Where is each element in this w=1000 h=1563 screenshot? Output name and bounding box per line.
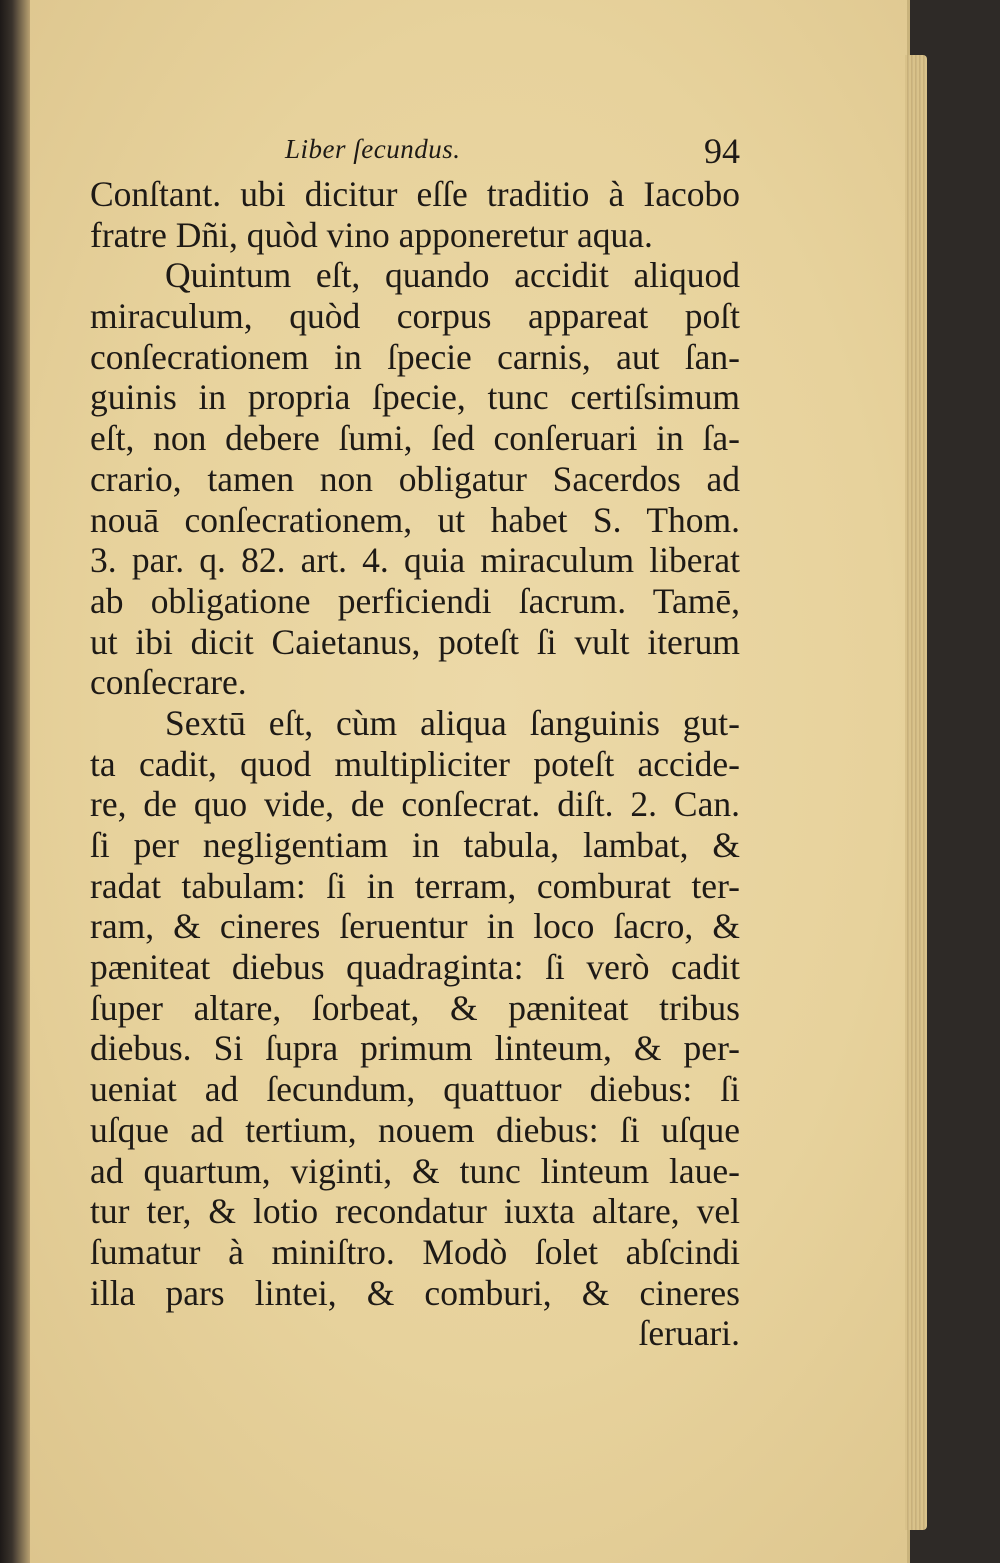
- text-line: ta cadit, quod multipliciter poteſt accide-: [90, 743, 740, 784]
- text-line: ſumatur à miniſtro. Modò ſolet abſcindi: [90, 1231, 740, 1272]
- text-line: ſeruari.: [638, 1313, 740, 1354]
- text-line: re, de quo vide, de conſecrat. diſt. 2. Can.: [90, 784, 740, 825]
- page-number: 94: [704, 131, 740, 171]
- text-line: 3. par. q. 82. art. 4. quia miraculum liberat: [90, 540, 740, 581]
- text-line: miraculum, quòd corpus appareat poſt: [90, 296, 740, 337]
- running-head-title: Liber ſecundus.: [285, 134, 461, 164]
- text-line: Quintum eſt, quando accidit aliquod: [165, 255, 740, 296]
- text-line: Conſtant. ubi dicitur eſſe traditio à Iacobo: [90, 174, 740, 214]
- binding-gutter: [0, 0, 30, 1563]
- text-line: ſuper altare, ſorbeat, & pæniteat tribus: [90, 987, 740, 1028]
- text-line: radat tabulam: ſi in terram, comburat ter-: [90, 865, 740, 906]
- text-line: eſt, non debere ſumi, ſed conſeruari in ſa-: [90, 418, 740, 459]
- text-line: diebus. Si ſupra primum linteum, & per-: [90, 1028, 740, 1069]
- text-line: ſi per negligentiam in tabula, lambat, &: [90, 825, 740, 865]
- text-line: guinis in propria ſpecie, tunc certiſsimum: [90, 377, 740, 418]
- running-head: [90, 130, 740, 174]
- text-line: ut ibi dicit Caietanus, poteſt ſi vult iterum: [90, 621, 740, 662]
- page-edges: [905, 55, 927, 1530]
- text-line: conſecrare.: [90, 662, 247, 703]
- text-line: fratre Dñi, quòd vino apponeretur aqua.: [90, 214, 653, 255]
- text-line: conſecrationem in ſpecie carnis, aut ſan-: [90, 336, 740, 377]
- text-line: Sextū eſt, cùm aliqua ſanguinis gut-: [165, 702, 740, 743]
- text-line: nouā conſecrationem, ut habet S. Thom.: [90, 499, 740, 540]
- text-line: tur ter, & lotio recondatur iuxta altare, vel: [90, 1191, 740, 1232]
- text-line: uſque ad tertium, nouem diebus: ſi uſque: [90, 1109, 740, 1150]
- text-line: ab obligatione perficiendi ſacrum. Tamē,: [90, 580, 740, 621]
- text-line: ad quartum, viginti, & tunc linteum laue-: [90, 1150, 740, 1191]
- text-line: ram, & cineres ſeruentur in loco ſacro, &: [90, 906, 740, 947]
- text-block: [90, 130, 740, 1354]
- text-line: pæniteat diebus quadraginta: ſi verò cadit: [90, 947, 740, 988]
- text-line: crario, tamen non obligatur Sacerdos ad: [90, 458, 740, 499]
- text-line: ueniat ad ſecundum, quattuor diebus: ſi: [90, 1069, 740, 1110]
- text-line: illa pars lintei, & comburi, & cineres: [90, 1272, 740, 1313]
